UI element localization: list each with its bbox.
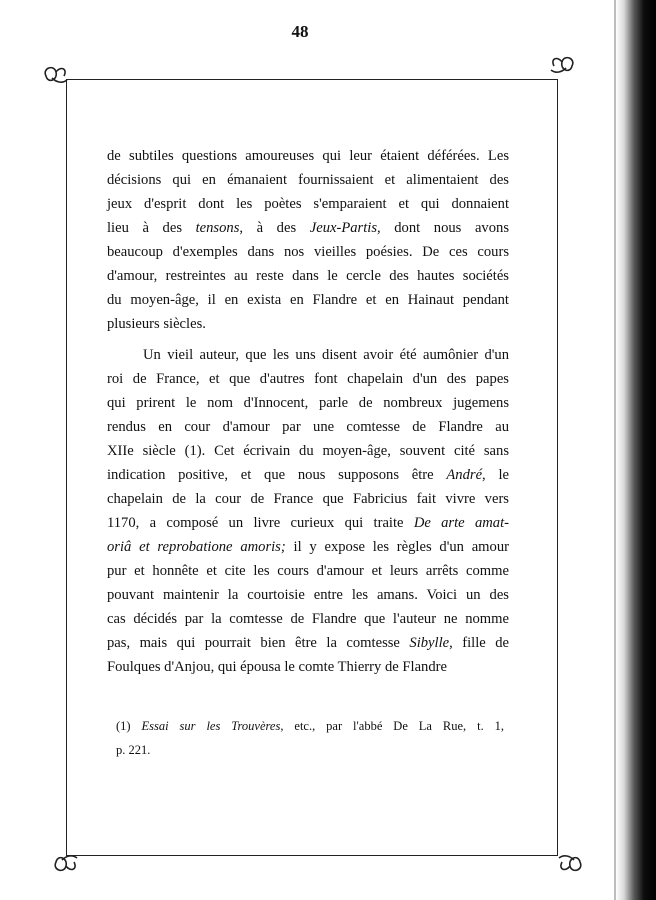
- text-line: rendus en cour d'amour par une comtesse de Flandre au: [107, 419, 509, 435]
- text-line: oriâ et reprobatione amoris; il y expose les règles d'un amour: [107, 539, 509, 555]
- text-line: qui prirent le nom d'Innocent, parle de nombreux jugemens: [107, 395, 509, 411]
- text-line: cas décidés par la comtesse de Flandre que l'auteur ne nomme: [107, 611, 509, 627]
- italic-term: oriâ et reprobatione amoris;: [107, 539, 286, 555]
- text-line: Foulques d'Anjou, qui épousa le comte Thierry de Flandre: [107, 659, 447, 675]
- text-line: jeux d'esprit dont les poètes s'emparaient et qui donnaient: [107, 196, 509, 212]
- text-line: beaucoup d'exemples dans nos vieilles poésies. De ces cours: [107, 244, 509, 260]
- italic-term: tensons: [195, 220, 240, 236]
- body-paragraph-2: [107, 343, 509, 679]
- text-line: d'amour, restreintes au reste dans le cercle des hautes sociétés: [107, 268, 509, 284]
- book-spine-shadow: [616, 0, 656, 900]
- text-line: du moyen-âge, il en exista en Flandre et en Hainaut pendant: [107, 292, 509, 308]
- text-line: roi de France, et que d'autres font chapelain d'un des papes: [107, 371, 509, 387]
- footnote: [116, 714, 504, 762]
- body-paragraph-1: [107, 144, 509, 336]
- text-line: pas, mais qui pourrait bien être la comtesse Sibylle, fille de: [107, 635, 509, 651]
- text-line: chapelain de la cour de France que Fabricius fait vivre vers: [107, 491, 509, 507]
- text-line: XIIe siècle (1). Cet écrivain du moyen-âge, souvent cité sans: [107, 443, 509, 459]
- footnote-line: p. 221.: [116, 743, 151, 757]
- text-line: pouvant maintenir la courtoisie entre les amans. Voici un des: [107, 587, 509, 603]
- italic-term: Sibylle: [409, 635, 450, 651]
- italic-term: Jeux-Partis: [309, 220, 378, 236]
- text-line: Un vieil auteur, que les uns disent avoir été aumônier d'un: [143, 347, 509, 363]
- text-line: de subtiles questions amoureuses qui leur étaient déférées. Les: [107, 148, 509, 164]
- footnote-line: (1) Essai sur les Trouvères, etc., par l'abbé De La Rue, t. 1,: [116, 719, 505, 733]
- flourish-ornament-icon: [40, 60, 70, 90]
- flourish-ornament-icon: [50, 848, 80, 878]
- text-line: lieu à des tensons, à des Jeux-Partis, dont nous avons: [107, 220, 510, 236]
- text-line: plusieurs siècles.: [107, 316, 206, 332]
- italic-term: De arte amat-: [413, 515, 509, 531]
- text-line: indication positive, et que nous supposons être André, le: [107, 467, 509, 483]
- italic-term: André: [446, 467, 483, 483]
- text-line: pur et honnête et cite les cours d'amour et leurs arrêts comme: [107, 563, 509, 579]
- text-line: décisions qui en émanaient fournissaient et alimentaient des: [107, 172, 509, 188]
- flourish-ornament-icon: [556, 848, 586, 878]
- text-line: 1170, a composé un livre curieux qui traite De arte amat-: [107, 515, 509, 531]
- flourish-ornament-icon: [548, 50, 578, 80]
- page-number: 48: [291, 22, 309, 41]
- italic-title: Essai sur les Trouvères: [141, 719, 281, 733]
